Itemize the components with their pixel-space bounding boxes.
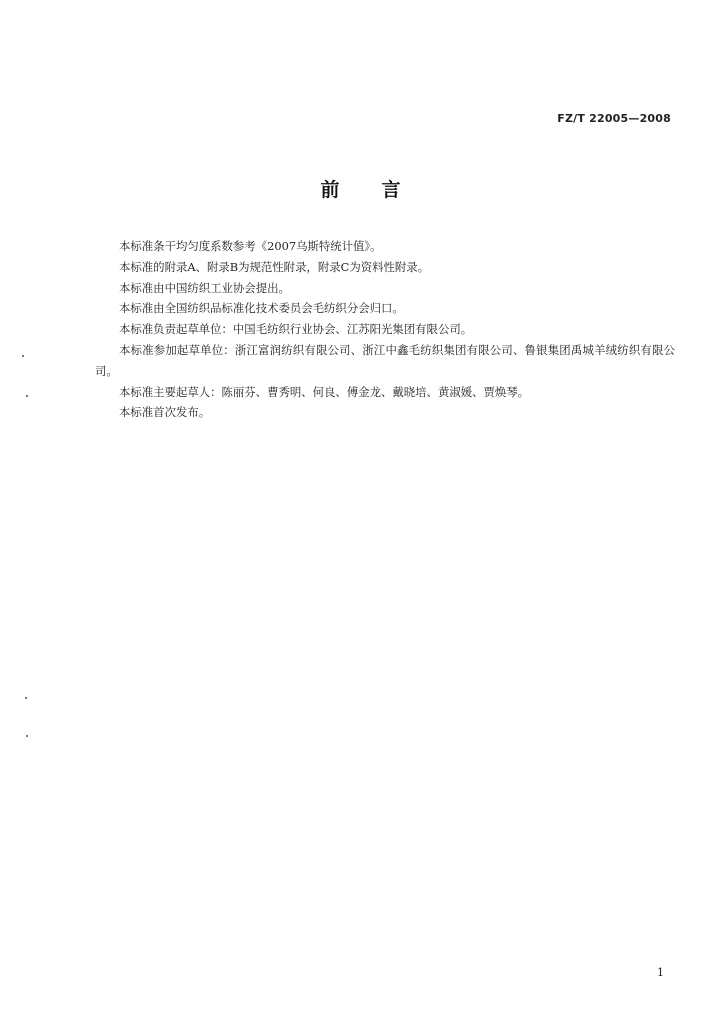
paragraph-7: 本标准主要起草人：陈丽芬、曹秀明、何良、傅金龙、戴晓培、黄淑媛、贾焕琴。 (119, 384, 530, 399)
title-char-2: 言 (381, 179, 401, 201)
paragraph-2: 本标准的附录A、附录B为规范性附录，附录C为资料性附录。 (119, 259, 430, 274)
paragraph-3: 本标准由中国纺织工业协会提出。 (119, 280, 290, 295)
scan-speck (26, 735, 28, 737)
paragraph-6: 本标准参加起草单位：浙江富润纺织有限公司、浙江中鑫毛纺织集团有限公司、鲁银集团禹城羊绒纺织有限公司。 (95, 342, 675, 378)
paragraph-4: 本标准由全国纺织品标准化技术委员会毛纺织分会归口。 (119, 301, 404, 316)
paragraph-8: 本标准首次发布。 (119, 405, 211, 420)
foreword-body (95, 236, 675, 423)
standard-code: FZ/T 22005—2008 (557, 112, 671, 125)
page-number: 1 (657, 966, 664, 979)
page-title (0, 175, 721, 202)
scan-speck (25, 697, 27, 699)
scan-speck (22, 355, 24, 357)
scan-speck (26, 395, 28, 397)
paragraph-5: 本标准负责起草单位：中国毛纺织行业协会、江苏阳光集团有限公司。 (119, 322, 473, 337)
paragraph-1: 本标准条干均匀度系数参考《2007乌斯特统计值》。 (119, 239, 382, 253)
title-char-1: 前 (320, 179, 340, 201)
